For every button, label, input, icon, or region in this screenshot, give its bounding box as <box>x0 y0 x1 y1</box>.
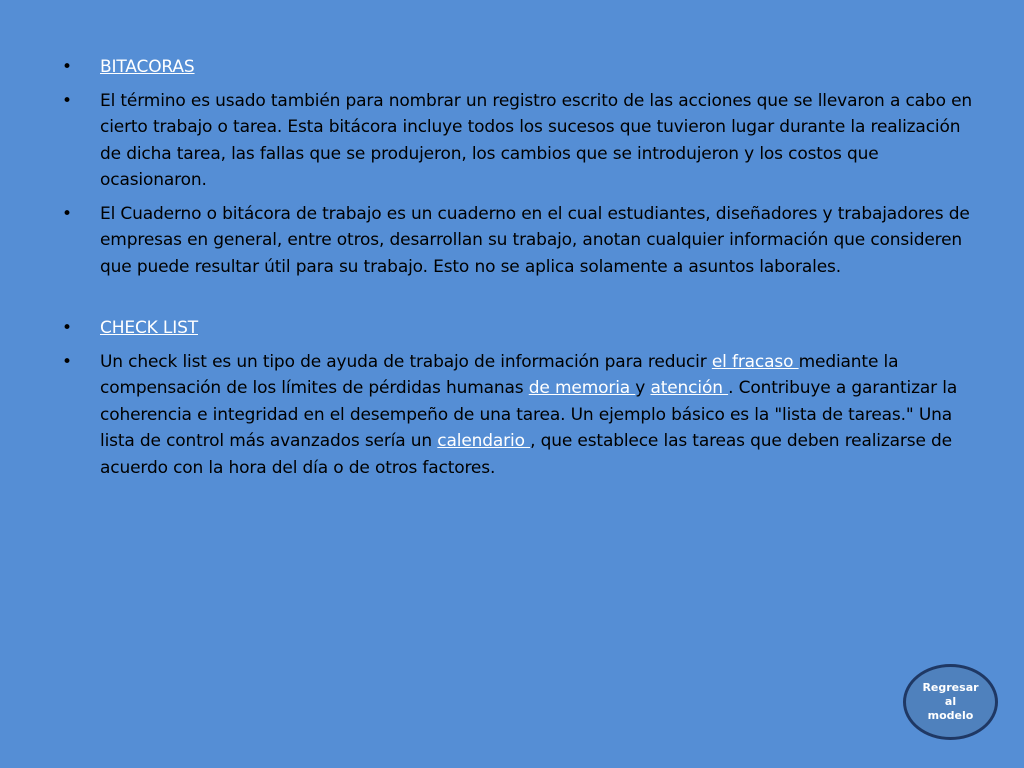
checklist-text-part4: . Contribuye a garantizar la coherencia e integridad en el desempeño de una tarea. Un ejemplo básico es la "lista de tareas." Una lista de control más avanzados sería un <box>100 378 958 451</box>
checklist-text-part5: , que establece las tareas que deben realizarse de acuerdo con la hora del día o de otros factores. <box>100 431 952 478</box>
back-to-model-button[interactable] <box>903 664 998 740</box>
checklist-text-part2: mediante la compensación de los límites de pérdidas humanas <box>100 351 899 398</box>
link-atencion[interactable]: atención <box>650 378 729 398</box>
bitacoras-heading-link[interactable]: BITACORAS <box>100 57 195 77</box>
bullet-glyph: • <box>62 203 72 224</box>
bullet-glyph: • <box>62 351 72 372</box>
link-de-memoria[interactable]: de memoria <box>528 378 636 398</box>
link-calendario[interactable]: calendario <box>437 431 531 451</box>
bullet-item-bitacoras-heading <box>62 54 972 81</box>
bullet-item-bitacoras-definition <box>62 88 972 194</box>
bitacoras-definition-text: El término es usado también para nombrar un registro escrito de las acciones que se llevaron a cabo en cierto trabajo o tarea. Esta bitácora incluye todos los sucesos que tuvieron lugar durante la realización de dicha tarea, las fallas que se produjeron, los cambios que se introdujeron y los costos que ocasionaron. <box>100 90 973 190</box>
checklist-heading-link[interactable]: CHECK LIST <box>100 318 198 338</box>
bullet-glyph: • <box>62 318 72 338</box>
bullet-glyph: • <box>62 90 72 111</box>
checklist-text-part1: Un check list es un tipo de ayuda de trabajo de información para reducir <box>100 351 712 372</box>
bullet-item-checklist-heading <box>62 315 972 342</box>
bullet-glyph: • <box>62 57 72 77</box>
bullet-item-bitacoras-cuaderno <box>62 201 972 281</box>
bitacoras-cuaderno-text: El Cuaderno o bitácora de trabajo es un cuaderno en el cual estudiantes, diseñadores y trabajadores de empresas en general, entre otros, desarrollan su trabajo, anotan cualquier información que consideren que puede resultar útil para su trabajo. Esto no se aplica solamente a asuntos laborales. <box>100 203 970 277</box>
checklist-text-part3: y <box>635 378 651 398</box>
slide-content <box>62 54 972 488</box>
link-el-fracaso[interactable]: el fracaso <box>711 351 799 372</box>
bullet-item-checklist-definition <box>62 349 972 482</box>
back-to-model-label: Regresar al modelo <box>922 681 979 722</box>
